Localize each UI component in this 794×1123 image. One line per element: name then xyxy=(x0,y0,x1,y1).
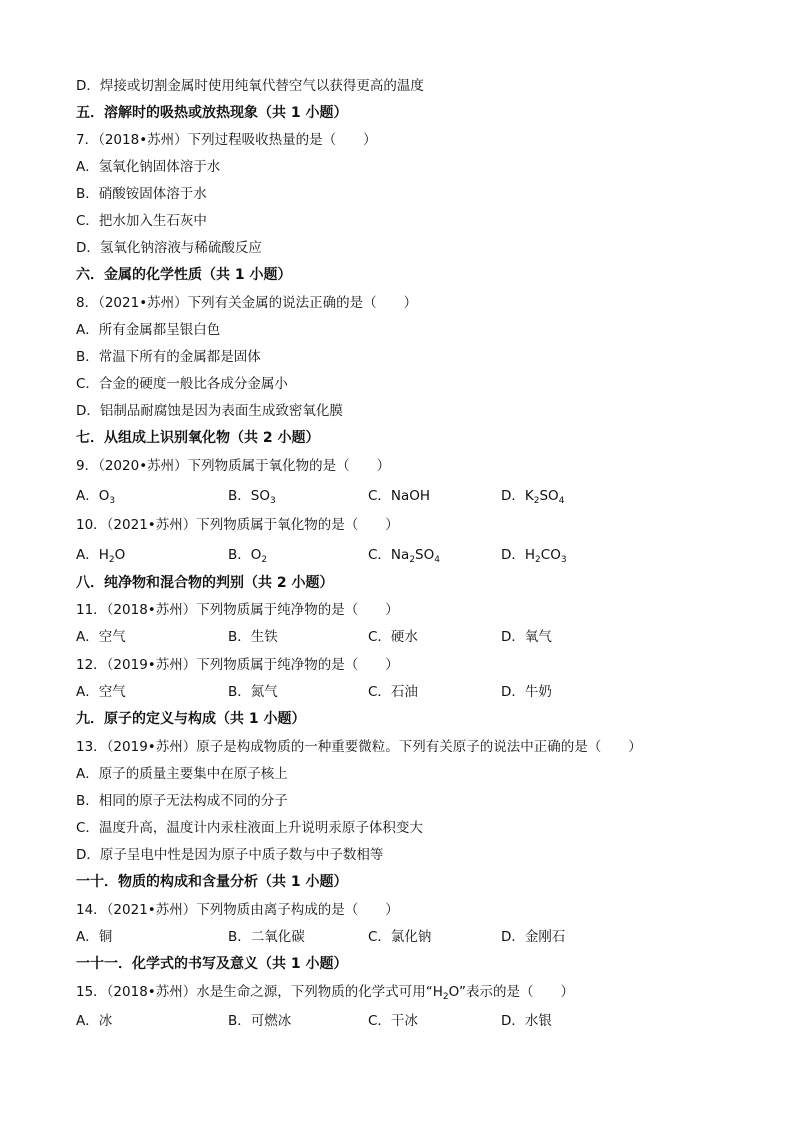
question-line: 14．（2021•苏州）下列物质由离子构成的是（ ） xyxy=(76,902,399,918)
text-segment: A．空气 xyxy=(76,629,126,645)
answer-option xyxy=(368,545,440,565)
option-row xyxy=(76,927,716,947)
text-segment: D．水银 xyxy=(501,1013,552,1029)
answer-option xyxy=(76,1011,112,1031)
subscript: 2 xyxy=(261,555,268,565)
answer-option xyxy=(501,486,564,506)
text-segment: SO xyxy=(415,547,435,563)
text-segment: 15．（2018•苏州）水是生命之源，下列物质的化学式可用“H xyxy=(76,984,443,1000)
text-segment: B．可燃冰 xyxy=(228,1013,292,1029)
option-row xyxy=(76,682,716,702)
text-segment: B．生铁 xyxy=(228,629,278,645)
question-line: A．原子的质量主要集中在原子核上 xyxy=(76,766,288,782)
question-line: 9．（2020•苏州）下列物质属于氧化物的是（ ） xyxy=(76,458,391,474)
section-heading: 一十．物质的构成和含量分析（共 1 小题） xyxy=(76,874,348,890)
question-line: 8．（2021•苏州）下列有关金属的说法正确的是（ ） xyxy=(76,295,418,311)
text-segment: D．牛奶 xyxy=(501,684,552,700)
text-segment: C．干冰 xyxy=(368,1013,418,1029)
subscript: 3 xyxy=(109,496,116,506)
answer-option xyxy=(501,1011,552,1031)
text-segment: B．氮气 xyxy=(228,684,278,700)
text-segment: C．Na xyxy=(368,547,410,563)
text-segment: O”表示的是（ ） xyxy=(448,984,575,1000)
answer-option xyxy=(228,1011,291,1031)
answer-option xyxy=(501,682,552,702)
question-text xyxy=(76,982,574,1002)
text-segment: A．冰 xyxy=(76,1013,113,1029)
text-segment: B．SO xyxy=(228,488,270,504)
question-line: C．合金的硬度一般比各成分金属小 xyxy=(76,376,288,392)
text-segment: A．H xyxy=(76,547,109,563)
subscript: 4 xyxy=(434,555,440,565)
answer-option xyxy=(368,927,431,947)
question-line: D．铝制品耐腐蚀是因为表面生成致密氧化膜 xyxy=(76,403,343,419)
question-line: D．原子呈电中性是因为原子中质子数与中子数相等 xyxy=(76,847,384,863)
subscript: 2 xyxy=(442,992,449,1002)
text-segment: B．O xyxy=(228,547,262,563)
text-segment: A．空气 xyxy=(76,684,126,700)
question-line: 12．（2019•苏州）下列物质属于纯净物的是（ ） xyxy=(76,657,399,673)
option-row xyxy=(76,627,716,647)
answer-option xyxy=(368,682,418,702)
answer-option xyxy=(76,927,112,947)
section-heading: 五．溶解时的吸热或放热现象（共 1 小题） xyxy=(76,105,348,121)
section-heading: 七．从组成上识别氧化物（共 2 小题） xyxy=(76,430,320,446)
answer-option xyxy=(501,627,552,647)
answer-option xyxy=(228,627,278,647)
answer-option xyxy=(228,545,267,565)
subscript: 2 xyxy=(533,496,540,506)
section-heading: 一十一．化学式的书写及意义（共 1 小题） xyxy=(76,956,348,972)
option-row xyxy=(76,1011,716,1031)
section-heading: 八．纯净物和混合物的判别（共 2 小题） xyxy=(76,575,334,591)
subscript: 2 xyxy=(409,555,416,565)
answer-option xyxy=(368,627,418,647)
option-row xyxy=(76,486,716,506)
question-line: B．相同的原子无法构成不同的分子 xyxy=(76,793,288,809)
text-segment: D．氧气 xyxy=(501,629,552,645)
subscript: 4 xyxy=(558,496,565,506)
subscript: 3 xyxy=(560,555,567,565)
text-segment: C．NaOH xyxy=(368,488,431,504)
answer-option xyxy=(228,927,305,947)
answer-option xyxy=(76,682,126,702)
answer-option xyxy=(368,486,430,506)
answer-option xyxy=(76,545,125,565)
text-segment: SO xyxy=(539,488,559,504)
text-segment: O xyxy=(114,547,126,563)
answer-option xyxy=(501,927,565,947)
text-segment: C．石油 xyxy=(368,684,418,700)
question-line: A．氢氧化钠固体溶于水 xyxy=(76,159,221,175)
section-heading: 九．原子的定义与构成（共 1 小题） xyxy=(76,711,306,727)
section-heading: 六．金属的化学性质（共 1 小题） xyxy=(76,267,292,283)
text-segment: CO xyxy=(540,547,561,563)
question-line: A．所有金属都呈银白色 xyxy=(76,322,221,338)
subscript: 2 xyxy=(535,555,541,565)
question-line: C．把水加入生石灰中 xyxy=(76,213,207,229)
answer-option xyxy=(76,486,115,506)
subscript: 3 xyxy=(269,496,276,506)
question-line: 10．（2021•苏州）下列物质属于氧化物的是（ ） xyxy=(76,517,399,533)
answer-option xyxy=(501,545,567,565)
answer-option xyxy=(228,682,278,702)
text-segment: C．氯化钠 xyxy=(368,929,432,945)
text-segment: D．H xyxy=(501,547,536,563)
question-line: B．常温下所有的金属都是固体 xyxy=(76,349,261,365)
question-line: 11．（2018•苏州）下列物质属于纯净物的是（ ） xyxy=(76,602,399,618)
question-line: B．硝酸铵固体溶于水 xyxy=(76,186,207,202)
subscript: 2 xyxy=(108,555,115,565)
question-line: 13．（2019•苏州）原子是构成物质的一种重要微粒。下列有关原子的说法中正确的是（ ） xyxy=(76,739,642,755)
option-row xyxy=(76,545,716,565)
answer-option xyxy=(228,486,276,506)
text-segment: A．O xyxy=(76,488,110,504)
question-line: D．氢氧化钠溶液与稀硫酸反应 xyxy=(76,240,262,256)
question-line: D．焊接或切割金属时使用纯氧代替空气以获得更高的温度 xyxy=(76,78,424,94)
answer-option xyxy=(368,1011,418,1031)
text-segment: D．K xyxy=(501,488,534,504)
text-segment: A．铜 xyxy=(76,929,113,945)
answer-option xyxy=(76,627,126,647)
text-segment: B．二氧化碳 xyxy=(228,929,305,945)
question-line: 7．（2018•苏州）下列过程吸收热量的是（ ） xyxy=(76,132,377,148)
text-segment: D．金刚石 xyxy=(501,929,566,945)
question-line: C．温度升高，温度计内汞柱液面上升说明汞原子体积变大 xyxy=(76,820,423,836)
text-segment: C．硬水 xyxy=(368,629,418,645)
